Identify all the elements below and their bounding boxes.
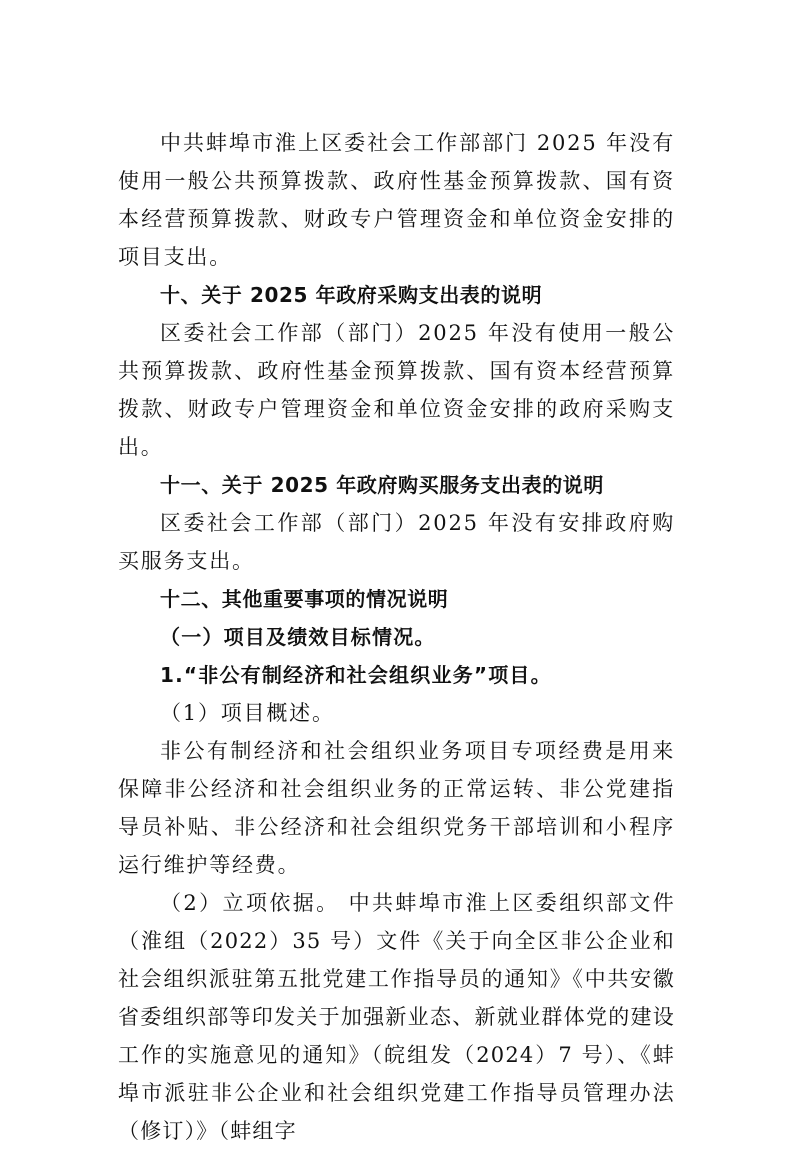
paragraph-purchase-services: 区委社会工作部（部门）2025 年没有安排政府购买服务支出。 <box>118 511 675 573</box>
paragraph-project-basis: （2）立项依据。 中共蚌埠市淮上区委组织部文件（淮组（2022）35 号）文件《关于向全区非公企业和社会组织派驻第五批党建工作指导员的通知》《中共安徽省委组织部等印发关于加强新业态、新就业群体党的建设工作的实施意见的通知》（皖组发（2024）7 号）、《蚌埠市派驻非公企业和社会组织党建工作指导员管理办法（修订）》（蚌组字 <box>118 891 675 1143</box>
heading-project-1: 1.“非公有制经济和社会组织业务”项目。 <box>160 663 552 687</box>
paragraph-procurement: 区委社会工作部（部门）2025 年没有使用一般公共预算拨款、政府性基金预算拨款、国有资本经营预算拨款、财政专户管理资金和单位资金安排的政府采购支出。 <box>118 321 675 459</box>
heading-performance-goals: （一）项目及绩效目标情况。 <box>160 625 436 649</box>
heading-procurement-table: 十、关于 2025 年政府采购支出表的说明 <box>160 283 543 307</box>
paragraph-project-expenditure: 中共蚌埠市淮上区委社会工作部部门 2025 年没有使用一般公共预算拨款、政府性基金预算拨款、国有资本经营预算拨款、财政专户管理资金和单位资金安排的项目支出。 <box>118 131 675 269</box>
heading-other-matters: 十二、其他重要事项的情况说明 <box>160 587 449 611</box>
paragraph-project-overview: 非公有制经济和社会组织业务项目专项经费是用来保障非公经济和社会组织业务的正常运转、非公党建指导员补贴、非公经济和社会组织党务干部培训和小程序运行维护等经费。 <box>118 739 675 877</box>
heading-purchase-services-table: 十一、关于 2025 年政府购买服务支出表的说明 <box>160 473 604 497</box>
subheading-project-overview: （1）项目概述。 <box>160 701 335 725</box>
